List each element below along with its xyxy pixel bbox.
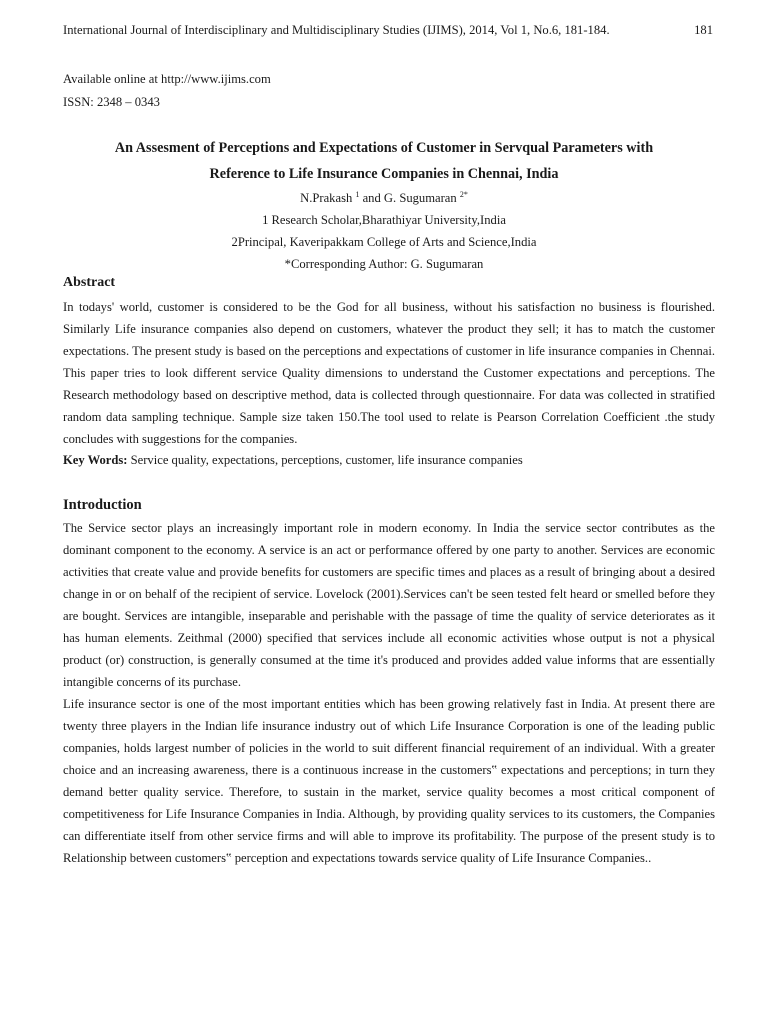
introduction-heading: Introduction: [63, 497, 142, 513]
publication-meta: [63, 68, 271, 114]
affiliation-2: 2Principal, Kaveripakkam College of Arts and Science,India: [231, 235, 537, 250]
keywords-text: Service quality, expectations, perceptions, customer, life insurance companies: [127, 453, 523, 467]
running-header: [63, 22, 713, 38]
author-2-marker: 2*: [459, 190, 468, 199]
author-block: [63, 184, 705, 275]
availability-line: Available online at http://www.ijims.com: [63, 72, 271, 86]
page-number: 181: [694, 23, 713, 37]
title-line-2: Reference to Life Insurance Companies in Chennai, India: [209, 166, 559, 182]
keywords-label: Key Words:: [63, 453, 128, 467]
abstract-text: In todays' world, customer is considered to be the God for all business, without his satisfaction no business is flourished. Similarly Life insurance companies also depend on customers, whatever the product they sell; it has to match the customer expectations. The present study is based on the perceptions and expectations of customer in life insurance companies in Chennai. This paper tries to look different service Quality dimensions to understand the Customer expectations and perceptions. The Research methodology based on descriptive method, data is collected through questionnaire. For data was collected in stratified random data sampling technique. Sample size taken 150.The tool used to relate is Pearson Correlation Coefficient .the study concludes with suggestions for the companies.: [63, 300, 715, 446]
author-line: [63, 184, 705, 209]
keywords-line: [63, 450, 523, 470]
abstract-heading: Abstract: [63, 275, 116, 290]
corresponding-author: *Corresponding Author: G. Sugumaran: [284, 257, 484, 272]
journal-citation: International Journal of Interdisciplinary and Multidisciplinary Studies (IJIMS), 2014, Vol 1, No.6, 181-184.: [63, 23, 610, 37]
author-2: and G. Sugumaran: [362, 191, 457, 206]
author-1: N.Prakash: [300, 191, 353, 206]
introduction-paragraph-2: Life insurance sector is one of the most important entities which has been growing relatively fast in India. At present there are twenty three players in the Indian life insurance industry out of which Life Insurance Corporation is one of the leading public companies, holds largest number of policies in the world to suit different financial requirement of an individual. With a greater choice and an increasing awareness, there is a continuous increase in the customers‟ expectations and perceptions; in turn they demand better quality service. Therefore, to sustain in the market, service quality becomes a most critical component of competitiveness for Life Insurance Companies in India. Although, by providing quality services to its customers, the Companies can differentiate itself from other service firms and will able to improve its profitability. The purpose of the present study is to Relationship between customers‟ perception and expectations towards service quality of Life Insurance Companies..: [63, 697, 715, 865]
introduction-paragraph-1: The Service sector plays an increasingly important role in modern economy. In India the service sector contributes as the dominant component to the economy. A service is an act or performance offered by one party to another. Services are economic activities that create value and provide benefits for customers are specific times and places as a result of bringing about a desired change in or on behalf of the recipient of service. Lovelock (2001).Services can't be seen tested felt heard or smelled before they are bought. Services are intangible, inseparable and perishable with the passage of time the quality of service deteriorates as it has human elements. Zeithmal (2000) specified that services include all economic activities whose output is not a physical product (or) construction, is generally consumed at the time it's produced and provides added value informs that are essentially intangible concerns of its purchase.: [63, 521, 715, 689]
affiliation-1: 1 Research Scholar,Bharathiyar University,India: [262, 213, 506, 228]
title-line-1: An Assesment of Perceptions and Expectations of Customer in Servqual Parameters with: [114, 140, 654, 156]
issn-line: ISSN: 2348 – 0343: [63, 95, 160, 109]
author-1-marker: 1: [355, 190, 360, 199]
paper-title: [63, 135, 705, 187]
